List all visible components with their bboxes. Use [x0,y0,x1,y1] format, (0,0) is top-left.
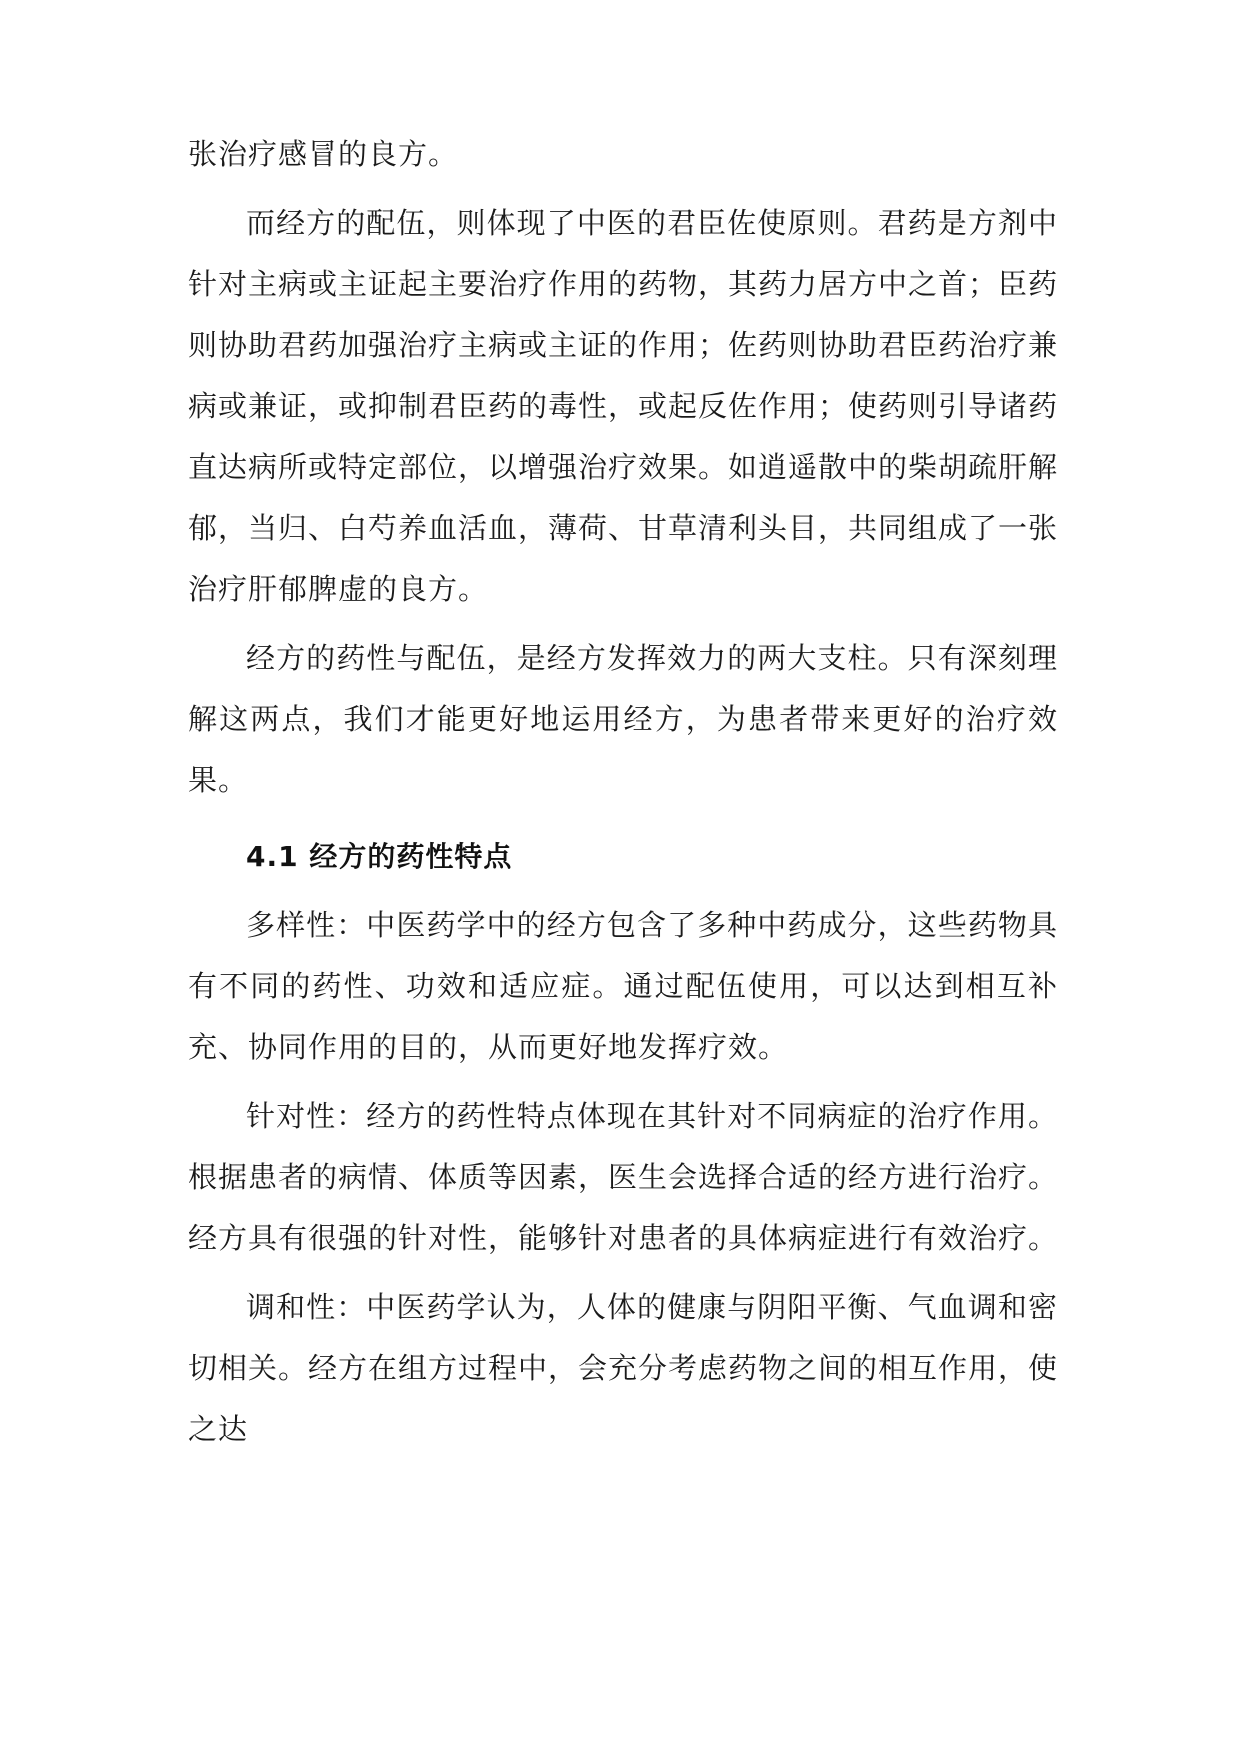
paragraph-formula-compatibility: 而经方的配伍，则体现了中医的君臣佐使原则。君药是方剂中针对主病或主证起主要治疗作用的药物，其药力居方中之首；臣药则协助君药加强治疗主病或主证的作用；佐药则协助君臣药治疗兼病或兼证，或抑制君臣药的毒性，或起反佐作用；使药则引导诸药直达病所或特定部位，以增强治疗效果。如逍遥散中的柴胡疏肝解郁，当归、白芍养血活血，薄荷、甘草清利头目，共同组成了一张治疗肝郁脾虚的良方。 [188,206,1059,606]
paragraph-summary: 经方的药性与配伍，是经方发挥效力的两大支柱。只有深刻理解这两点，我们才能更好地运用经方，为患者带来更好的治疗效果。 [188,641,1058,797]
text-block-section [188,826,1058,1460]
paragraph-diversity: 多样性：中医药学中的经方包含了多种中药成分，这些药物具有不同的药性、功效和适应症。通过配伍使用，可以达到相互补充、协同作用的目的，从而更好地发挥疗效。 [188,908,1058,1064]
paragraph-harmony: 调和性：中医药学认为，人体的健康与阴阳平衡、气血调和密切相关。经方在组方过程中，会充分考虑药物之间的相互作用，使之达 [188,1290,1059,1446]
text-block-top [188,124,1058,811]
paragraph-continuation: 张治疗感冒的良方。 [188,137,459,171]
section-heading: 4.1 经方的药性特点 [246,840,513,873]
paragraph-specificity: 针对性：经方的药性特点体现在其针对不同病症的治疗作用。根据患者的病情、体质等因素，医生会选择合适的经方进行治疗。经方具有很强的针对性，能够针对患者的具体病症进行有效治疗。 [188,1099,1059,1255]
